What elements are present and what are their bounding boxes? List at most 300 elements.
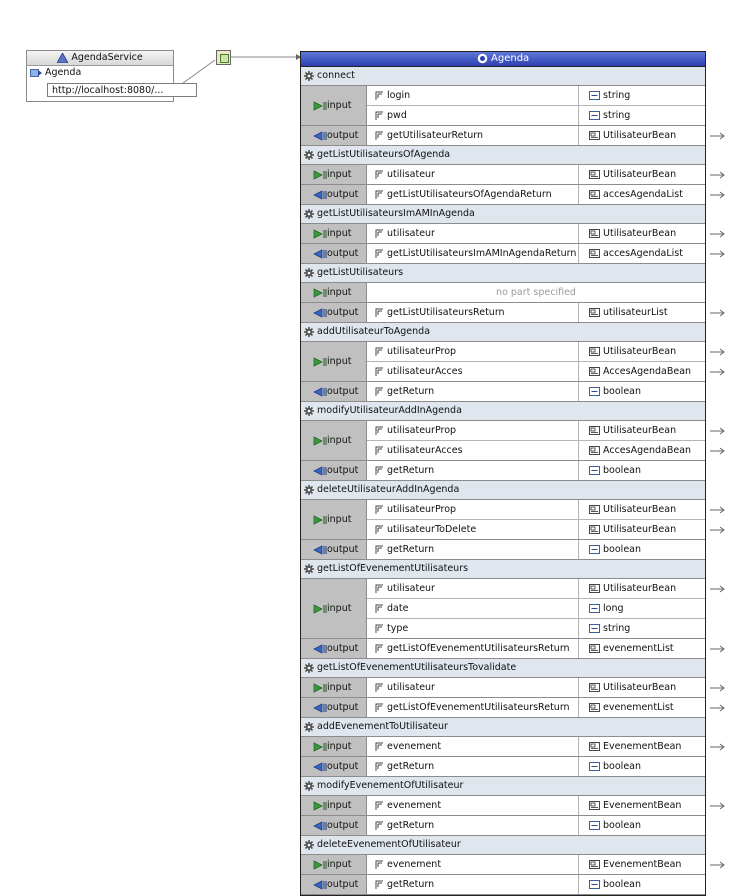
part-name-cell[interactable] — [367, 185, 579, 204]
input-label[interactable] — [301, 500, 367, 539]
part-name: utilisateur — [387, 228, 435, 239]
part-icon — [375, 111, 384, 121]
parts-column — [367, 185, 705, 204]
part-name-cell[interactable] — [367, 244, 579, 263]
part-icon — [375, 683, 384, 693]
reference-arrow-icon[interactable] — [710, 170, 726, 180]
operation-gear-icon — [304, 268, 314, 278]
reference-arrow-icon[interactable] — [710, 505, 726, 515]
reference-arrow-icon[interactable] — [710, 446, 726, 456]
input-label[interactable] — [301, 678, 367, 697]
port-type-icon — [477, 53, 488, 64]
complex-type-icon — [589, 131, 600, 140]
part-row[interactable] — [367, 678, 705, 697]
output-label[interactable] — [301, 303, 367, 322]
part-name: evenement — [387, 859, 442, 870]
reference-arrow-icon[interactable] — [710, 249, 726, 259]
part-row[interactable] — [367, 816, 705, 835]
part-row[interactable] — [367, 698, 705, 717]
part-icon — [375, 821, 384, 831]
part-name-cell[interactable] — [367, 540, 579, 559]
part-icon — [375, 308, 384, 318]
part-name-cell[interactable] — [367, 619, 579, 638]
complex-type-icon — [589, 683, 600, 692]
parts-column — [367, 461, 705, 480]
part-type: UtilisateurBean — [603, 504, 677, 515]
operation-gear-icon — [304, 485, 314, 495]
input-label-text: input — [327, 859, 352, 870]
part-name: evenement — [387, 800, 442, 811]
input-label[interactable] — [301, 579, 367, 638]
part-type-cell[interactable] — [579, 224, 705, 243]
part-type: UtilisateurBean — [603, 130, 677, 141]
part-type-cell[interactable] — [579, 244, 705, 263]
part-type-cell[interactable] — [579, 599, 705, 618]
output-label[interactable] — [301, 244, 367, 263]
output-label[interactable] — [301, 757, 367, 776]
output-label-text: output — [327, 879, 359, 890]
part-type-cell[interactable] — [579, 342, 705, 361]
part-type-cell[interactable] — [579, 796, 705, 815]
part-icon — [375, 426, 384, 436]
simple-type-icon — [589, 466, 600, 475]
part-name: getReturn — [387, 820, 435, 831]
part-name: getListOfEvenementUtilisateursReturn — [387, 643, 570, 654]
complex-type-icon — [589, 446, 600, 455]
input-group — [301, 224, 705, 244]
part-name-cell[interactable] — [367, 875, 579, 894]
part-name-cell[interactable] — [367, 796, 579, 815]
part-icon — [375, 703, 384, 713]
part-type-cell[interactable] — [579, 441, 705, 460]
part-icon — [375, 624, 384, 634]
input-label[interactable] — [301, 165, 367, 184]
part-type-cell[interactable] — [579, 579, 705, 598]
output-group — [301, 126, 705, 146]
part-icon — [375, 742, 384, 752]
part-row[interactable] — [367, 244, 705, 263]
part-type-cell[interactable] — [579, 86, 705, 105]
input-label[interactable] — [301, 342, 367, 381]
parts-column — [367, 579, 705, 638]
part-name: utilisateurAcces — [387, 366, 463, 377]
part-type-cell[interactable] — [579, 362, 705, 381]
part-row[interactable] — [367, 106, 705, 125]
part-type-cell[interactable] — [579, 421, 705, 440]
part-row[interactable] — [367, 362, 705, 381]
part-name-cell[interactable] — [367, 599, 579, 618]
parts-column — [367, 855, 705, 874]
parts-column — [367, 421, 705, 460]
input-label[interactable] — [301, 224, 367, 243]
part-row[interactable] — [367, 500, 705, 520]
operation-row[interactable] — [301, 481, 705, 500]
part-type: accesAgendaList — [603, 189, 683, 200]
output-label[interactable] — [301, 382, 367, 401]
part-row[interactable] — [367, 639, 705, 658]
input-label-text: input — [327, 228, 352, 239]
part-name-cell[interactable] — [367, 86, 579, 105]
output-label-text: output — [327, 386, 359, 397]
part-name: getReturn — [387, 386, 435, 397]
part-name: utilisateurProp — [387, 346, 457, 357]
part-icon — [375, 190, 384, 200]
output-label[interactable] — [301, 875, 367, 894]
input-arrow-icon — [313, 860, 327, 870]
complex-type-icon — [589, 308, 600, 317]
operation-row[interactable] — [301, 323, 705, 342]
operation-row[interactable] — [301, 836, 705, 855]
part-icon — [375, 347, 384, 357]
output-label-text: output — [327, 248, 359, 259]
part-name-cell[interactable] — [367, 421, 579, 440]
simple-type-icon — [589, 604, 600, 613]
part-name-cell[interactable] — [367, 224, 579, 243]
part-name-cell[interactable] — [367, 855, 579, 874]
part-icon — [375, 170, 384, 180]
part-type-cell[interactable] — [579, 106, 705, 125]
output-label-text: output — [327, 761, 359, 772]
output-arrow-icon — [313, 821, 327, 831]
part-type-cell[interactable] — [579, 540, 705, 559]
input-group — [301, 678, 705, 698]
part-icon — [375, 387, 384, 397]
service-title: AgendaService — [71, 52, 143, 63]
input-label-text: input — [327, 169, 352, 180]
operation-gear-icon — [304, 781, 314, 791]
operation-gear-icon — [304, 327, 314, 337]
reference-arrow-icon[interactable] — [710, 584, 726, 594]
part-type-cell[interactable] — [579, 382, 705, 401]
operation-row[interactable] — [301, 718, 705, 737]
service-icon — [57, 53, 68, 63]
part-name: utilisateurProp — [387, 425, 457, 436]
part-name-cell[interactable] — [367, 126, 579, 145]
part-row[interactable] — [367, 619, 705, 638]
part-type: accesAgendaList — [603, 248, 683, 259]
input-label-text: input — [327, 356, 352, 367]
reference-arrow-icon[interactable] — [710, 860, 726, 870]
part-icon — [375, 367, 384, 377]
output-label[interactable] — [301, 698, 367, 717]
parts-column — [367, 165, 705, 184]
part-icon — [375, 545, 384, 555]
part-row[interactable] — [367, 737, 705, 756]
output-group — [301, 816, 705, 836]
output-label-text: output — [327, 820, 359, 831]
part-type-cell[interactable] — [579, 875, 705, 894]
complex-type-icon — [589, 249, 600, 258]
part-name-cell[interactable] — [367, 737, 579, 756]
operation-row[interactable] — [301, 205, 705, 224]
operation-gear-icon — [304, 564, 314, 574]
input-arrow-icon — [313, 801, 327, 811]
reference-arrow-icon[interactable] — [710, 801, 726, 811]
output-group — [301, 540, 705, 560]
part-name-cell[interactable] — [367, 441, 579, 460]
part-type-cell[interactable] — [579, 185, 705, 204]
complex-type-icon — [589, 426, 600, 435]
part-type: evenementList — [603, 702, 674, 713]
simple-type-icon — [589, 111, 600, 120]
part-name-cell[interactable] — [367, 816, 579, 835]
part-type: string — [603, 623, 631, 634]
part-name: getListOfEvenementUtilisateursReturn — [387, 702, 570, 713]
part-type-cell[interactable] — [579, 619, 705, 638]
part-type: UtilisateurBean — [603, 583, 677, 594]
output-arrow-icon — [313, 703, 327, 713]
part-row[interactable] — [367, 421, 705, 441]
port-type-table — [300, 51, 706, 896]
parts-column — [367, 283, 705, 302]
part-row[interactable] — [367, 165, 705, 184]
part-row[interactable] — [367, 461, 705, 480]
input-label[interactable] — [301, 421, 367, 460]
part-type-cell[interactable] — [579, 816, 705, 835]
reference-arrow-icon[interactable] — [710, 367, 726, 377]
part-name-cell[interactable] — [367, 165, 579, 184]
input-arrow-icon — [313, 229, 327, 239]
part-icon — [375, 466, 384, 476]
operation-row[interactable] — [301, 146, 705, 165]
part-row[interactable] — [367, 303, 705, 322]
operation-name: getListUtilisateurs — [317, 267, 404, 278]
input-label[interactable] — [301, 86, 367, 125]
part-type: utilisateurList — [603, 307, 668, 318]
part-name: getListUtilisateursImAMInAgendaReturn — [387, 248, 577, 259]
complex-type-icon — [589, 190, 600, 199]
output-group — [301, 639, 705, 659]
output-arrow-icon — [313, 308, 327, 318]
parts-column — [367, 816, 705, 835]
complex-type-icon — [589, 860, 600, 869]
input-arrow-icon — [313, 101, 327, 111]
part-type: boolean — [603, 544, 642, 555]
parts-column — [367, 698, 705, 717]
operation-name: modifyEvenementOfUtilisateur — [317, 780, 464, 791]
operation-row[interactable] — [301, 67, 705, 86]
part-row[interactable] — [367, 185, 705, 204]
part-type-cell[interactable] — [579, 165, 705, 184]
part-type: UtilisateurBean — [603, 346, 677, 357]
parts-column — [367, 244, 705, 263]
part-row[interactable] — [367, 342, 705, 362]
reference-arrow-icon[interactable] — [710, 683, 726, 693]
part-name: getReturn — [387, 465, 435, 476]
part-name-cell[interactable] — [367, 757, 579, 776]
input-label-text: input — [327, 287, 352, 298]
part-row[interactable] — [367, 86, 705, 106]
reference-arrow-icon[interactable] — [710, 229, 726, 239]
output-label[interactable] — [301, 639, 367, 658]
part-name-cell[interactable] — [367, 106, 579, 125]
output-label-text: output — [327, 643, 359, 654]
part-icon — [375, 801, 384, 811]
part-name-cell[interactable] — [367, 579, 579, 598]
part-name: utilisateur — [387, 169, 435, 180]
part-type: boolean — [603, 761, 642, 772]
part-row[interactable] — [367, 599, 705, 619]
input-label[interactable] — [301, 283, 367, 302]
part-type: UtilisateurBean — [603, 524, 677, 535]
operation-row[interactable] — [301, 264, 705, 283]
part-row[interactable] — [367, 520, 705, 539]
output-label-text: output — [327, 702, 359, 713]
port-name: Agenda — [45, 67, 82, 78]
part-row[interactable] — [367, 224, 705, 243]
parts-column — [367, 382, 705, 401]
input-label-text: input — [327, 100, 352, 111]
part-name-cell[interactable] — [367, 342, 579, 361]
part-type-cell[interactable] — [579, 126, 705, 145]
operation-name: getListOfEvenementUtilisateursTovalidate — [317, 662, 517, 673]
simple-type-icon — [589, 387, 600, 396]
part-icon — [375, 880, 384, 890]
part-type-cell[interactable] — [579, 698, 705, 717]
reference-arrow-icon[interactable] — [710, 131, 726, 141]
output-arrow-icon — [313, 762, 327, 772]
part-row[interactable] — [367, 126, 705, 145]
input-label[interactable] — [301, 737, 367, 756]
part-name: getReturn — [387, 544, 435, 555]
simple-type-icon — [589, 624, 600, 633]
service-port[interactable] — [27, 66, 173, 80]
part-icon — [375, 525, 384, 535]
part-name: getListUtilisateursOfAgendaReturn — [387, 189, 552, 200]
part-name: getReturn — [387, 761, 435, 772]
output-label[interactable] — [301, 126, 367, 145]
part-row[interactable] — [367, 540, 705, 559]
part-type-cell[interactable] — [579, 639, 705, 658]
input-group — [301, 421, 705, 461]
output-arrow-icon — [313, 644, 327, 654]
part-name-cell[interactable] — [367, 678, 579, 697]
simple-type-icon — [589, 821, 600, 830]
part-name: utilisateurProp — [387, 504, 457, 515]
part-name-cell[interactable] — [367, 362, 579, 381]
parts-column — [367, 737, 705, 756]
output-label[interactable] — [301, 816, 367, 835]
output-label[interactable] — [301, 540, 367, 559]
part-name: evenement — [387, 741, 442, 752]
parts-column — [367, 303, 705, 322]
operation-gear-icon — [304, 150, 314, 160]
part-type-cell[interactable] — [579, 678, 705, 697]
input-arrow-icon — [313, 515, 327, 525]
input-label-text: input — [327, 603, 352, 614]
output-arrow-icon — [313, 880, 327, 890]
part-row[interactable] — [367, 441, 705, 460]
input-label-text: input — [327, 800, 352, 811]
output-arrow-icon — [313, 249, 327, 259]
reference-arrow-icon[interactable] — [710, 190, 726, 200]
part-type: UtilisateurBean — [603, 425, 677, 436]
no-part-text: no part specified — [496, 287, 576, 298]
reference-arrow-icon[interactable] — [710, 703, 726, 713]
complex-type-icon — [589, 584, 600, 593]
part-row[interactable] — [367, 796, 705, 815]
part-name-cell[interactable] — [367, 382, 579, 401]
part-type: EvenementBean — [603, 859, 682, 870]
part-row-empty — [367, 283, 705, 302]
input-group — [301, 165, 705, 185]
part-row[interactable] — [367, 579, 705, 599]
part-type: UtilisateurBean — [603, 169, 677, 180]
part-icon — [375, 131, 384, 141]
input-arrow-icon — [313, 436, 327, 446]
parts-column — [367, 639, 705, 658]
input-label[interactable] — [301, 796, 367, 815]
part-name: getReturn — [387, 879, 435, 890]
operation-name: modifyUtilisateurAddInAgenda — [317, 405, 462, 416]
part-row[interactable] — [367, 855, 705, 874]
part-name-cell[interactable] — [367, 303, 579, 322]
binding-node[interactable] — [216, 50, 231, 65]
complex-type-icon — [589, 801, 600, 810]
reference-arrow-icon[interactable] — [710, 644, 726, 654]
operation-row[interactable] — [301, 659, 705, 678]
part-name-cell[interactable] — [367, 639, 579, 658]
endpoint-address-field[interactable]: http://localhost:8080/... — [47, 83, 197, 97]
part-type: boolean — [603, 386, 642, 397]
part-name: login — [387, 90, 411, 101]
output-label[interactable] — [301, 461, 367, 480]
output-arrow-icon — [313, 131, 327, 141]
operation-row[interactable] — [301, 560, 705, 579]
reference-arrow-icon[interactable] — [710, 742, 726, 752]
part-type-cell[interactable] — [579, 855, 705, 874]
complex-type-icon — [589, 703, 600, 712]
operation-row[interactable] — [301, 777, 705, 796]
part-icon — [375, 229, 384, 239]
part-row[interactable] — [367, 757, 705, 776]
reference-arrow-icon[interactable] — [710, 347, 726, 357]
part-type-cell[interactable] — [579, 500, 705, 519]
part-type-cell[interactable] — [579, 303, 705, 322]
part-type: EvenementBean — [603, 741, 682, 752]
part-name-cell[interactable] — [367, 461, 579, 480]
input-group — [301, 342, 705, 382]
operation-gear-icon — [304, 840, 314, 850]
complex-type-icon — [589, 644, 600, 653]
output-group — [301, 757, 705, 777]
operation-name: getListOfEvenementUtilisateurs — [317, 563, 469, 574]
reference-arrow-icon[interactable] — [710, 308, 726, 318]
reference-arrow-icon[interactable] — [710, 426, 726, 436]
input-label-text: input — [327, 682, 352, 693]
input-arrow-icon — [313, 357, 327, 367]
part-name-cell[interactable] — [367, 698, 579, 717]
part-name-cell[interactable] — [367, 500, 579, 519]
part-type-cell[interactable] — [579, 737, 705, 756]
service-box[interactable] — [26, 50, 174, 102]
operation-gear-icon — [304, 209, 314, 219]
part-type-cell[interactable] — [579, 757, 705, 776]
part-row[interactable] — [367, 382, 705, 401]
input-label[interactable] — [301, 855, 367, 874]
part-name: getListUtilisateursReturn — [387, 307, 505, 318]
part-icon — [375, 604, 384, 614]
part-icon — [375, 446, 384, 456]
part-type-cell[interactable] — [579, 520, 705, 539]
part-type-cell[interactable] — [579, 461, 705, 480]
reference-arrow-icon[interactable] — [710, 525, 726, 535]
part-row[interactable] — [367, 875, 705, 894]
part-name-cell[interactable] — [367, 520, 579, 539]
output-label[interactable] — [301, 185, 367, 204]
part-type: boolean — [603, 879, 642, 890]
operation-row[interactable] — [301, 402, 705, 421]
